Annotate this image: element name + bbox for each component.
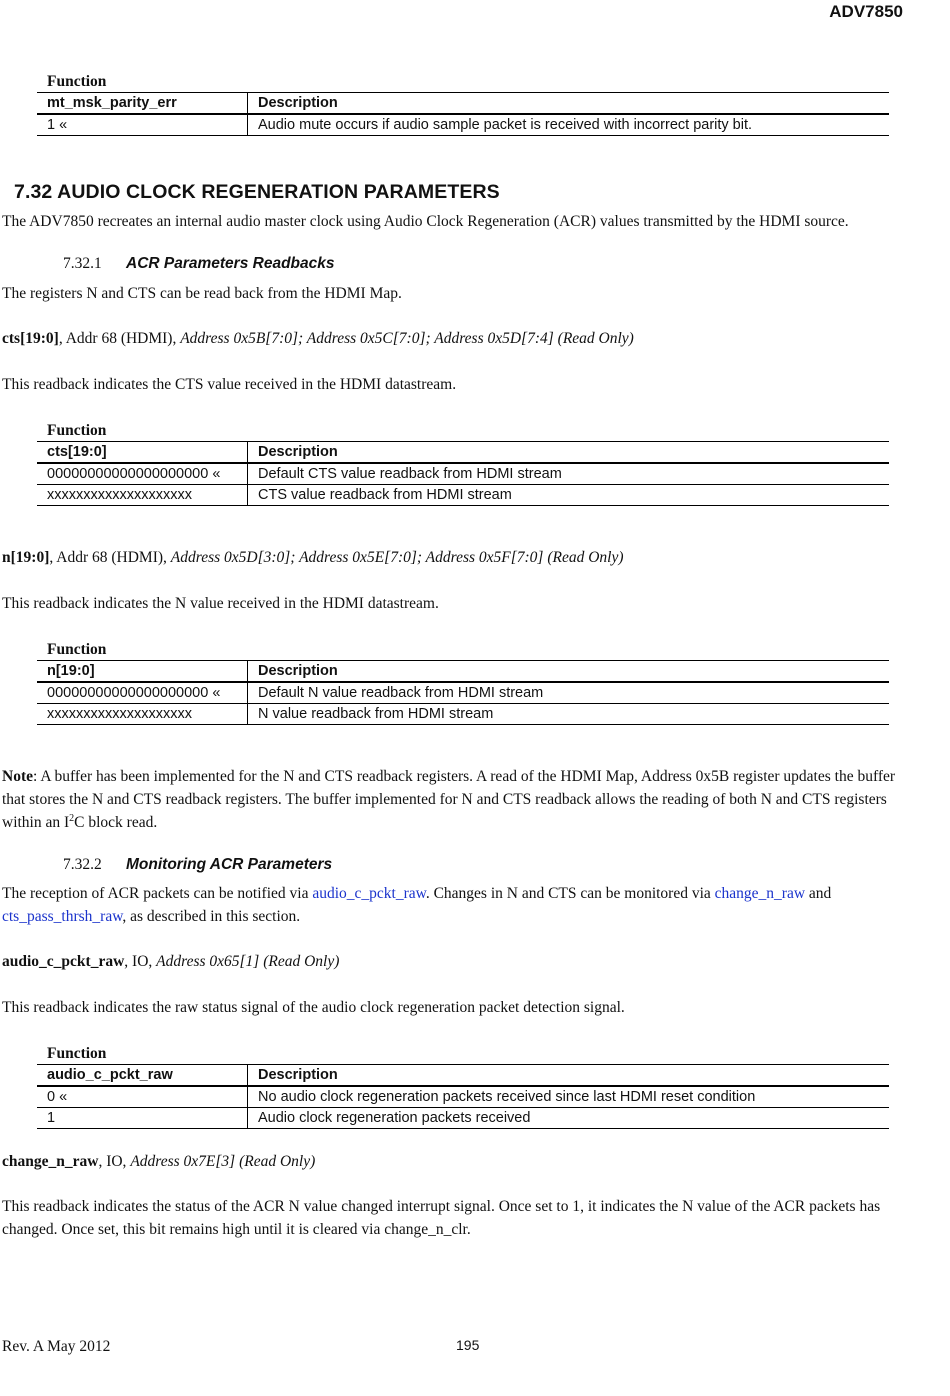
cell-value: 1 « [37,114,248,136]
subsection-heading-2 [63,856,332,874]
table-caption: Function [47,73,107,90]
table-row [37,463,889,485]
register-description-audio-c-pckt-raw: This readback indicates the raw status signal of the audio clock regeneration packet detection signal. [2,999,625,1016]
column-header-description: Description [248,661,890,683]
table-row [37,704,889,725]
column-header-description: Description [248,93,890,115]
link-audio-c-pckt-raw[interactable]: audio_c_pckt_raw [312,885,426,902]
register-address: Address 0x7E[3] (Read Only) [130,1153,316,1170]
table-row [37,485,889,506]
register-map: , IO, [124,953,157,970]
register-description-cts: This readback indicates the CTS value received in the HDMI datastream. [2,376,457,393]
register-name: change_n_raw [2,1153,99,1170]
register-name: cts[19:0] [2,330,59,347]
table-row [37,1108,889,1129]
function-table-cts [37,420,889,506]
section-heading: 7.32 AUDIO CLOCK REGENERATION PARAMETERS [14,181,500,203]
register-map: , Addr 68 (HDMI), [58,330,181,347]
function-table-audio-c-pckt-raw [37,1043,889,1129]
register-definition-cts [2,327,922,350]
cell-description: CTS value readback from HDMI stream [248,485,890,506]
function-table-parity [37,71,889,136]
cell-value: xxxxxxxxxxxxxxxxxxxx [37,485,248,506]
cell-value: 0 « [37,1086,248,1108]
cell-description: Default CTS value readback from HDMI stream [248,463,890,485]
cell-value: xxxxxxxxxxxxxxxxxxxx [37,704,248,725]
cell-description: Default N value readback from HDMI stream [248,682,890,704]
link-cts-pass-thrsh-raw[interactable]: cts_pass_thrsh_raw [2,908,123,925]
monitoring-paragraph: The reception of ACR packets can be notified via audio_c_pckt_raw. Changes in N and CTS can be monitored via change_n_raw and cts_pass_thrsh_raw, as described in this section. [2,885,832,925]
table-header-row [37,442,889,464]
function-table-n [37,639,889,725]
subsection-intro: The registers N and CTS can be read back from the HDMI Map. [2,285,402,302]
table-caption: Function [47,422,107,439]
subsection-title: ACR Parameters Readbacks [126,255,335,272]
page-number: 195 [456,1337,480,1353]
register-definition-change-n-raw [2,1150,922,1173]
subsection-title: Monitoring ACR Parameters [126,856,333,873]
register-name: audio_c_pckt_raw [2,953,125,970]
register-address: Address 0x5B[7:0]; Address 0x5C[7:0]; Address 0x5D[7:4] (Read Only) [180,330,634,347]
document-title: ADV7850 [829,2,903,21]
column-header-register: audio_c_pckt_raw [37,1065,248,1087]
register-description-n: This readback indicates the N value received in the HDMI datastream. [2,595,439,612]
subsection-number: 7.32.1 [63,255,102,272]
register-description-change-n-raw: This readback indicates the status of the ACR N value changed interrupt signal. Once set to 1, it indicates the N value of the ACR packets has changed. Once set, this bit remains high until it is cleared via change_n_clr. [2,1198,881,1238]
column-header-register: n[19:0] [37,661,248,683]
register-definition-n [2,546,922,569]
table-row [37,682,889,704]
register-map: , IO, [98,1153,131,1170]
table-caption: Function [47,1045,107,1062]
register-address: Address 0x5D[3:0]; Address 0x5E[7:0]; Address 0x5F[7:0] (Read Only) [170,549,624,566]
subsection-number: 7.32.2 [63,856,102,873]
cell-value: 00000000000000000000 « [37,463,248,485]
link-change-n-raw[interactable]: change_n_raw [714,885,806,902]
cell-description: No audio clock regeneration packets received since last HDMI reset condition [248,1086,890,1108]
footer-revision: Rev. A May 2012 [2,1338,111,1355]
section-intro: The ADV7850 recreates an internal audio master clock using Audio Clock Regeneration (ACR) values transmitted by the HDMI source. [2,213,849,230]
column-header-description: Description [248,442,890,464]
register-name: n[19:0] [2,549,50,566]
subsection-heading-1 [63,255,335,273]
register-address: Address 0x65[1] (Read Only) [156,953,340,970]
cell-description: Audio clock regeneration packets received [248,1108,890,1129]
note-label: Note [2,768,33,785]
column-header-register: mt_msk_parity_err [37,93,248,115]
table-caption: Function [47,641,107,658]
table-header-row [37,93,889,115]
table-row [37,114,889,136]
cell-description: Audio mute occurs if audio sample packet is received with incorrect parity bit. [248,114,890,136]
column-header-description: Description [248,1065,890,1087]
note-paragraph: Note: A buffer has been implemented for the N and CTS readback registers. A read of the HDMI Map, Address 0x5B register updates the buffer that stores the N and CTS readback registers. The buffer implemented for N and CTS readback allows the reading of both N and CTS registers within an $I^2C$ block read. [2,768,896,831]
cell-description: N value readback from HDMI stream [248,704,890,725]
cell-value: 00000000000000000000 « [37,682,248,704]
column-header-register: cts[19:0] [37,442,248,464]
table-header-row [37,661,889,683]
register-map: , Addr 68 (HDMI), [49,549,171,566]
table-header-row [37,1065,889,1087]
cell-value: 1 [37,1108,248,1129]
table-row [37,1086,889,1108]
register-definition-audio-c-pckt-raw [2,950,922,973]
